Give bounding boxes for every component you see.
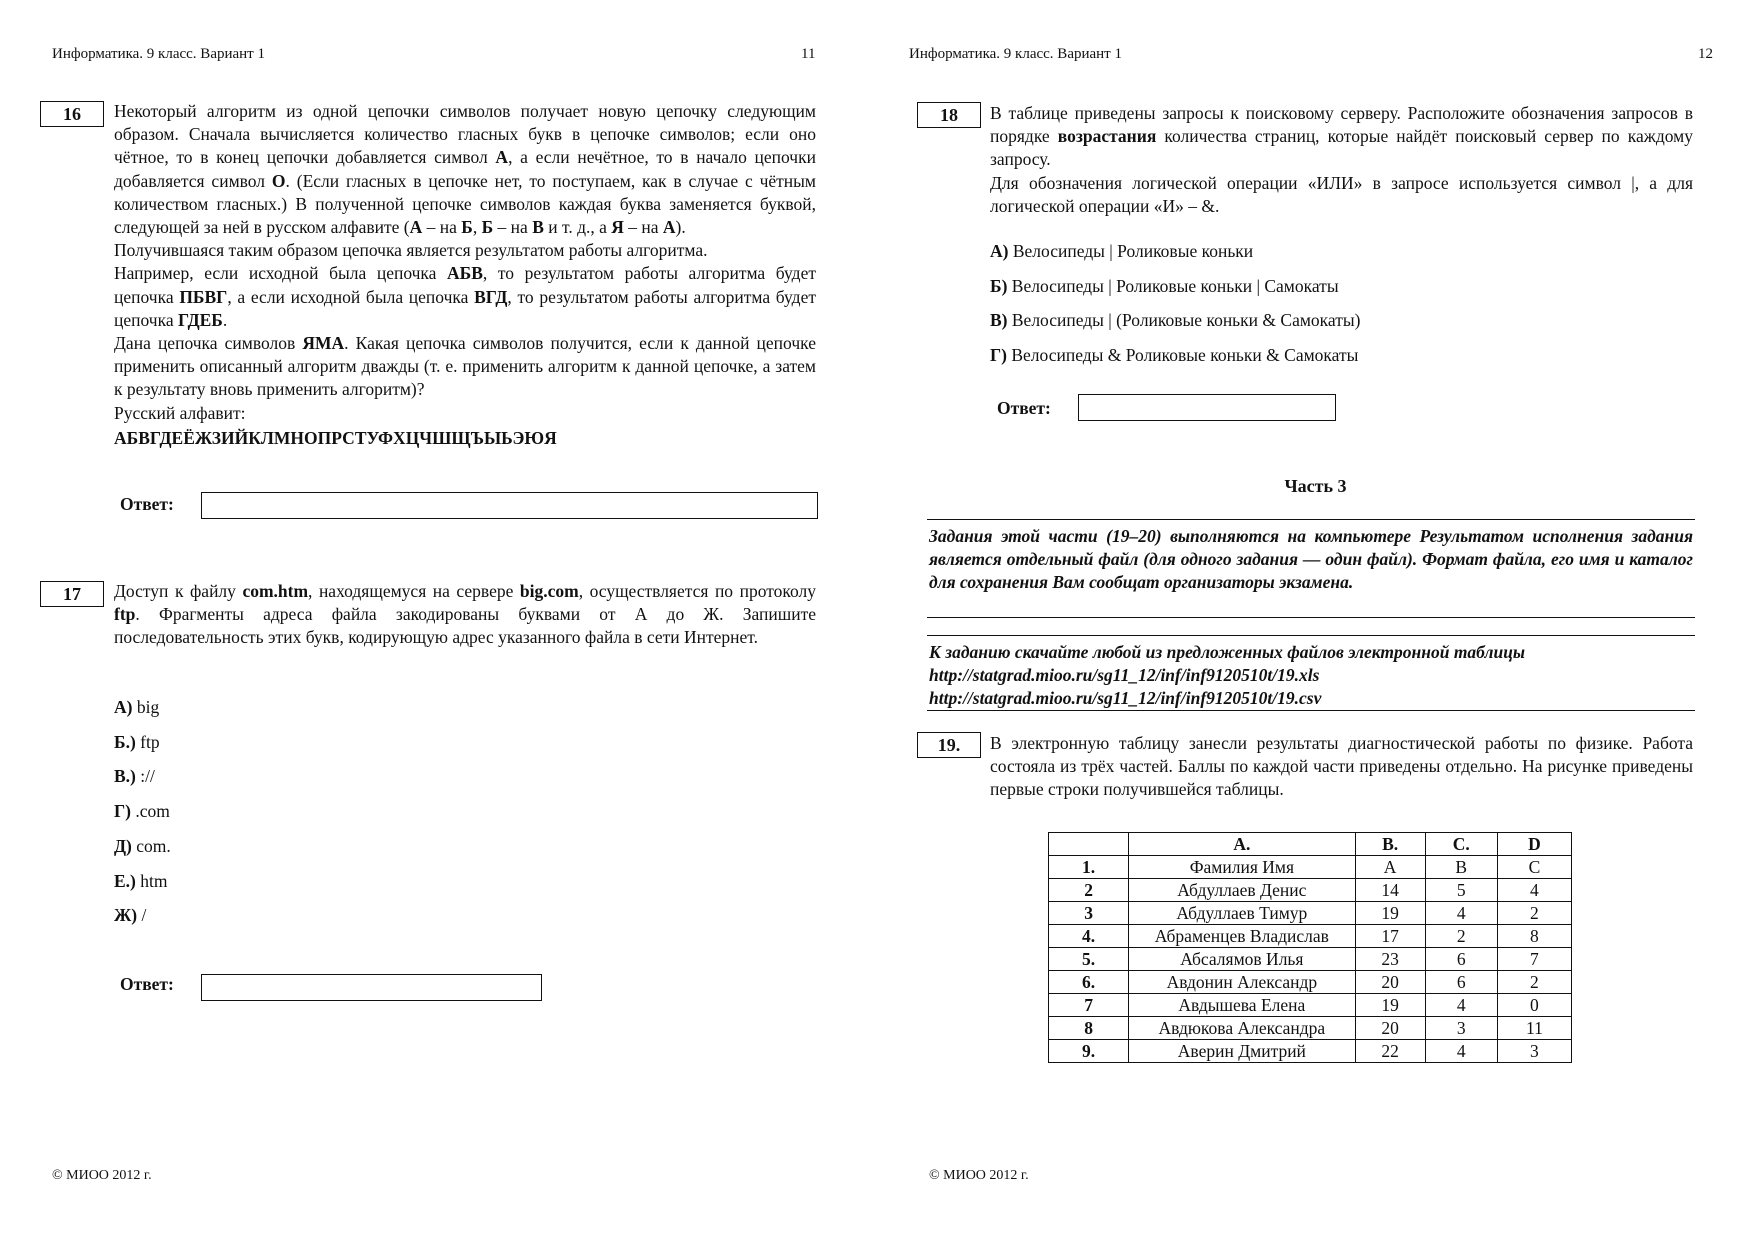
bold-term: АБВ [447,263,483,284]
bold-term: ПБВГ [179,286,228,307]
task-17-option [114,836,171,857]
table-cell: Абдуллаев Тимур [1129,902,1355,925]
table-cell: 22 [1355,1040,1425,1063]
table-cell: 2 [1425,925,1497,948]
row-header: 2 [1049,879,1129,902]
divider [927,519,1695,520]
table-cell: 6 [1425,948,1497,971]
table-row [1049,971,1572,994]
row-header: 5. [1049,948,1129,971]
table-cell: A [1355,856,1425,879]
task-17-p1: Доступ к файлу com.htm, находящемуся на сервере big.com, осуществляется по протоколу ftp. Фрагменты адреса файла закодированы буквами от А до Ж. Запишите последовательность этих букв, кодирующую адрес указанного файла в сети Интернет. [114,581,816,648]
table-cell: Аверин Дмитрий [1129,1040,1355,1063]
task-18-p1: В таблице приведены запросы к поисковому серверу. Расположите обозначения запросов в порядке возрастания количества страниц, которые найдёт поисковый сервер по каждому запросу. [990,103,1693,170]
option-key: В.) [114,766,136,787]
row-header: 8 [1049,1017,1129,1040]
bold-term: возрастания [1057,126,1157,147]
row-header: 4. [1049,925,1129,948]
page-header-title: Информатика. 9 класс. Вариант 1 [52,46,265,62]
bold-term: ЯМА [302,333,345,354]
option-key: А) [114,697,133,717]
table-row [1049,1040,1572,1063]
option-key: Ж) [114,905,138,926]
task-17-option [114,697,159,718]
task-16-answer-label: Ответ: [120,494,174,514]
bold-term: А [495,147,509,168]
option-value: Велосипеды | Роликовые коньки [1008,241,1254,261]
download-instruction: К заданию скачайте любой из предложенных файлов электронной таблицы [929,642,1526,662]
table-cell: 4 [1425,902,1497,925]
part-3-intro: Задания этой части (19–20) выполняются на компьютере Результатом исполнения задания является отдельный файл (для одного задания — один файл). Формат файла, его имя и каталог для сохранения Вам сообщат организаторы экзамена. [929,526,1693,593]
table-cell: 20 [1355,971,1425,994]
row-header: 1. [1049,856,1129,879]
option-value: / [137,905,147,926]
table-row [1049,925,1572,948]
table-cell: 4 [1425,994,1497,1017]
option-key: В) [990,310,1008,331]
table-cell: 23 [1355,948,1425,971]
bold-term: big.com [519,581,579,601]
bold-term: com.htm [242,581,309,601]
task-17-answer-label: Ответ: [120,974,174,994]
task-17-option [114,871,167,892]
table-cell: 4 [1497,879,1571,902]
row-header: 3 [1049,902,1129,925]
option-value: Велосипеды | Роликовые коньки | Самокаты [1007,275,1339,296]
table-cell: 17 [1355,925,1425,948]
option-value: ftp [135,731,160,752]
page-header-title: Информатика. 9 класс. Вариант 1 [909,46,1122,62]
page-number: 12 [1698,46,1713,62]
table-cell: Авдюкова Александра [1129,1017,1355,1040]
option-key: А) [990,241,1009,261]
table-cell: 3 [1425,1017,1497,1040]
divider [927,635,1695,636]
table-row [1049,948,1572,971]
table-cell: 7 [1497,948,1571,971]
option-value: Велосипеды & Роликовые коньки & Самокаты [1006,345,1359,366]
table-cell: Абсалямов Илья [1129,948,1355,971]
table-cell: Авдонин Александр [1129,971,1355,994]
task-18-p2: Для обозначения логической операции «ИЛИ» в запросе используется символ |, а для логической операции «И» – &. [990,172,1693,216]
bold-term: А [409,217,423,238]
bold-term: ftp [114,604,136,625]
option-key: Д) [114,835,132,856]
task-17-option [114,801,170,822]
table-header-row [1049,833,1572,856]
table-cell: 2 [1497,971,1571,994]
divider [927,617,1695,618]
task-17-number: 17 [40,581,104,607]
option-key: Е.) [114,870,136,891]
option-key: Б.) [114,731,136,752]
task-16-p1: Некоторый алгоритм из одной цепочки символов получает новую цепочку следующим образом. Сначала вычисляется количество гласных букв в цепочке символов; если оно чётное, то в конец цепочки добавляется символ А, а если нечётное, то в начало цепочки добавляется символ О. (Если гласных в цепочке нет, то поступаем, как в случае с чётным количеством гласных.) В полученной цепочке символов каждая буква заменяется буквой, следующей за ней в русском алфавите (А – на Б, Б – на В и т. д., а Я – на А). [114,101,816,238]
task-16-p4: Дана цепочка символов ЯМА. Какая цепочка символов получится, если к данной цепочке применить описанный алгоритм дважды (т. е. применить алгоритм к данной цепочке, а затем к результату вновь применить алгоритм)? [114,333,816,400]
task-18-answer-field[interactable] [1078,394,1336,421]
table-cell: Авдышева Елена [1129,994,1355,1017]
bold-term: Б [461,217,473,238]
task-17-option [114,905,146,926]
part-3-download [929,641,1693,711]
option-key: Г) [114,801,131,822]
download-link-csv[interactable]: http://statgrad.mioo.ru/sg11_12/inf/inf9120510t/19.csv [929,688,1322,709]
bold-term: ВГД [474,286,508,307]
option-value: :// [135,766,155,787]
table-cell: 6 [1425,971,1497,994]
row-header: 7 [1049,994,1129,1017]
bold-term: В [532,217,544,238]
table-cell: 19 [1355,902,1425,925]
table-cell: 0 [1497,994,1571,1017]
divider [927,710,1695,711]
task-16-answer-field[interactable] [201,492,818,519]
option-value: Велосипеды | (Роликовые коньки & Самокаты) [1007,310,1361,331]
table-cell: B [1425,856,1497,879]
table-cell: 14 [1355,879,1425,902]
task-17-answer-field[interactable] [201,974,542,1001]
bold-term: ГДЕБ [177,309,223,330]
row-header: 9. [1049,1040,1129,1063]
task-16-number: 16 [40,101,104,127]
task-18-option [990,276,1339,297]
table-row [1049,994,1572,1017]
table-cell: 19 [1355,994,1425,1017]
table-cell: 2 [1497,902,1571,925]
page-footer: © МИОО 2012 г. [929,1168,1029,1183]
task-17-text [114,580,816,650]
table-row [1049,856,1572,879]
task-16-p3: Например, если исходной была цепочка АБВ, то результатом работы алгоритма будет цепочка ПБВГ, а если исходной была цепочка ВГД, то результатом работы алгоритма будет цепочка ГДЕБ. [114,263,817,330]
task-18-number: 18 [917,102,981,128]
table-cell: Абраменцев Владислав [1129,925,1355,948]
task-19-text: В электронную таблицу занесли результаты диагностической работы по физике. Работа состояла из трёх частей. Баллы по каждой части приведены отдельно. На рисунке приведены первые строки получившейся таблицы. [990,733,1693,800]
task-18-option [990,241,1253,262]
task-16-text [114,100,816,450]
bold-term: Б [481,217,494,238]
task-19-number: 19. [917,732,981,758]
column-header: C. [1425,833,1497,856]
column-header: B. [1355,833,1425,856]
table-cell: 11 [1497,1017,1571,1040]
part-3-title: Часть 3 [1284,476,1347,496]
table-row [1049,902,1572,925]
option-value: .com [130,801,170,822]
bold-term: О [271,170,286,191]
bold-term: А [662,217,676,238]
table-cell: 3 [1497,1040,1571,1063]
table-row [1049,1017,1572,1040]
task-18-answer-label: Ответ: [997,398,1051,418]
column-header: A. [1129,833,1355,856]
page-footer: © МИОО 2012 г. [52,1168,152,1183]
table-cell: 5 [1425,879,1497,902]
option-value: htm [135,870,168,891]
option-value: com. [131,835,171,856]
table-cell: 8 [1497,925,1571,948]
right-page [877,0,1754,1239]
task-16-p5: Русский алфавит: [114,402,246,423]
table-cell: Фамилия Имя [1129,856,1355,879]
row-header: 6. [1049,971,1129,994]
table-cell: 4 [1425,1040,1497,1063]
task-17-option [114,732,160,753]
option-key: Б) [990,275,1008,296]
option-value: big [132,697,160,717]
bold-term: Я [611,217,624,238]
task-18-text [990,102,1693,218]
page-number: 11 [801,46,816,62]
task-16-p2: Получившаяся таким образом цепочка является результатом работы алгоритма. [114,240,708,261]
option-key: Г) [990,345,1007,366]
column-header [1049,833,1129,856]
table-cell: 20 [1355,1017,1425,1040]
table-cell: Абдуллаев Денис [1129,879,1355,902]
task-18-option [990,310,1360,331]
spreadsheet-table [1048,832,1572,1063]
task-17-option [114,766,155,787]
table-cell: C [1497,856,1571,879]
column-header: D [1497,833,1571,856]
task-18-option [990,345,1358,366]
download-link-xls[interactable]: http://statgrad.mioo.ru/sg11_12/inf/inf9120510t/19.xls [929,665,1320,686]
task-16-alphabet: АБВГДЕЁЖЗИЙКЛМНОПРСТУФХЦЧШЩЪЫЬЭЮЯ [114,427,557,448]
table-row [1049,879,1572,902]
